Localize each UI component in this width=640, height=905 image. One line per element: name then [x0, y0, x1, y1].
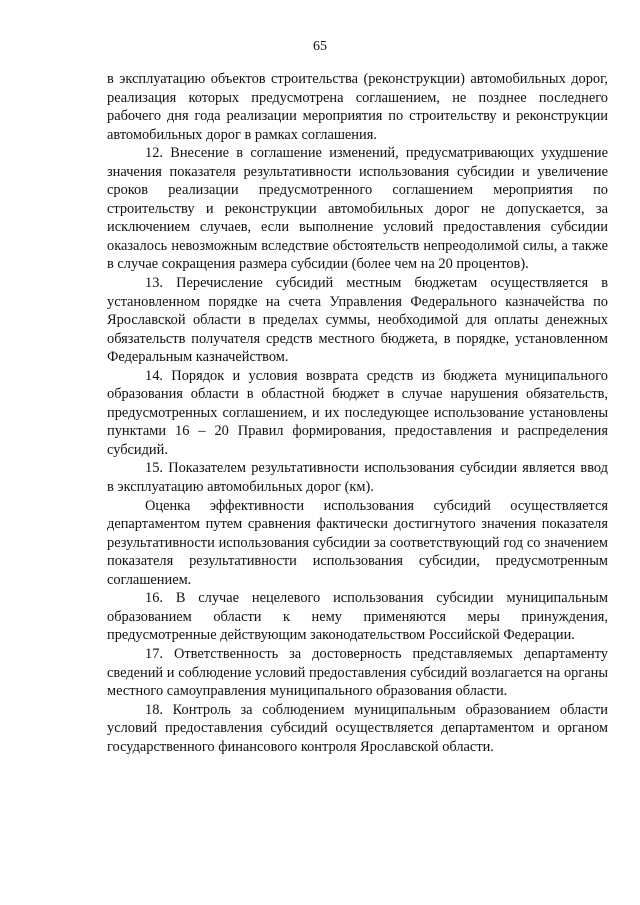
paragraph-item-16: 16. В случае нецелевого использования субсидии муниципальным образованием области к нему применяются меры принуждения, предусмотренные действующим законодательством Российской Федерации. [107, 590, 608, 644]
paragraph-continuation: в эксплуатацию объектов строительства (реконструкции) автомобильных дорог, реализация которых предусмотрена соглашением, не позднее последнего рабочего дня года реализации мероприятия по строительству и реконструкции автомобильных дорог в рамках соглашения. [107, 71, 608, 143]
paragraph-item-12: 12. Внесение в соглашение изменений, предусматривающих ухудшение значения показателя результативности использования субсидии и увеличение сроков реализации предусмотренного соглашением мероприятия по строительству и реконструкции автомобильных дорог не допускается, за исключением случаев, если выполнение условий предоставления субсидии оказалось невозможным вследствие обстоятельств непреодолимой силы, а также в случае сокращения размера субсидии (более чем на 20 процентов). [107, 145, 608, 273]
paragraph-item-13: 13. Перечисление субсидий местным бюджетам осуществляется в установленном порядке на счета Управления Федерального казначейства по Ярославской области в пределах суммы, необходимой для оплаты денежных обязательств получателя средств местного бюджета, в порядке, установленном Федеральным казначейством. [107, 275, 608, 366]
paragraph-evaluation: Оценка эффективности использования субсидий осуществляется департаментом путем сравнения фактически достигнутого значения показателя результативности использования субсидии за соответствующий год со значением показателя результативности использования субсидии, предусмотренным соглашением. [107, 497, 608, 588]
paragraph-item-17: 17. Ответственность за достоверность представляемых департаменту сведений и соблюдение условий предоставления субсидий возлагается на органы местного самоуправления муниципального образования области. [107, 645, 608, 700]
paragraph-item-15: 15. Показателем результативности использования субсидии является ввод в эксплуатацию автомобильных дорог (км). [107, 460, 608, 496]
paragraph-item-14: 14. Порядок и условия возврата средств из бюджета муниципального образования области в областной бюджет в случае нарушения обязательств, предусмотренных соглашением, и их последующее использование установлены пунктами 16 – 20 Правил формирования, предоставления и распределения субсидий. [107, 367, 608, 458]
document-body [107, 70, 608, 756]
paragraph-item-18: 18. Контроль за соблюдением муниципальным образованием области условий предоставления субсидий осуществляется департаментом и органом государственного финансового контроля Ярославской области. [107, 701, 608, 755]
page-number: 65 [313, 39, 327, 54]
